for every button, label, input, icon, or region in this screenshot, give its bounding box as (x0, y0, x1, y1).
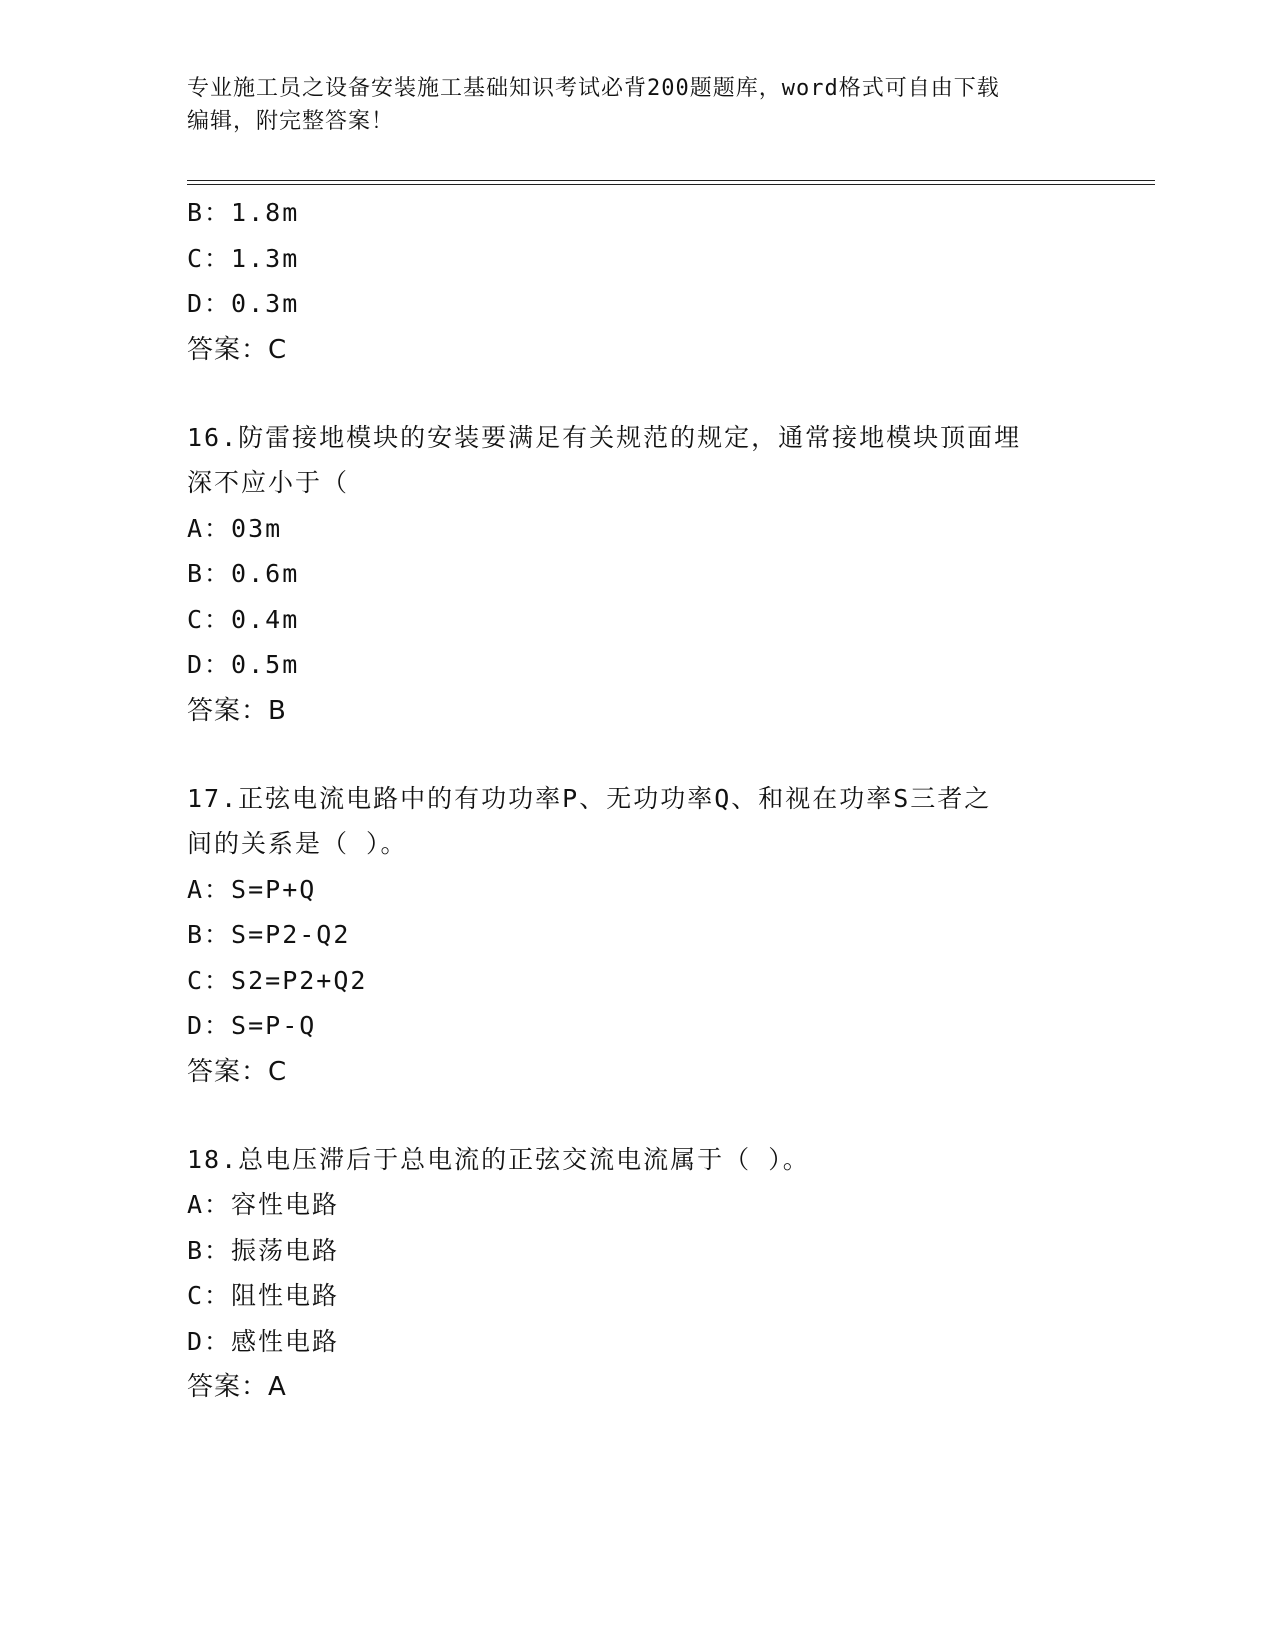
question-stem-line-1: 16.防雷接地模块的安装要满足有关规范的规定，通常接地模块顶面埋 (187, 422, 1022, 452)
question-17 (187, 776, 1087, 1095)
header-divider-top (187, 180, 1155, 181)
question-15-tail (187, 190, 1087, 373)
option-b: B：振荡电路 (187, 1235, 340, 1265)
option-a: A：容性电路 (187, 1190, 340, 1219)
option-b: B：1.8m (187, 198, 300, 227)
answer-line: 答案：A (187, 1372, 287, 1402)
header-divider-bottom (187, 184, 1155, 185)
option-c: C：S2=P2+Q2 (187, 965, 368, 995)
option-d: D：感性电路 (187, 1326, 340, 1356)
question-list (187, 190, 1087, 1410)
question-stem-line-1: 18.总电压滞后于总电流的正弦交流电流属于（ ）。 (187, 1144, 810, 1174)
option-c: C：0.4m (187, 604, 300, 634)
option-a: A：S=P+Q (187, 874, 317, 904)
option-a: A：03m (187, 513, 283, 543)
answer-line: 答案：C (187, 334, 288, 365)
option-d: D：0.3m (187, 289, 300, 318)
document-header (187, 72, 1087, 138)
question-stem-line-2: 间的关系是（ ）。 (187, 829, 408, 858)
answer-line: 答案：B (187, 695, 287, 726)
question-stem-line-2: 深不应小于（ (187, 468, 350, 497)
option-b: B：S=P2-Q2 (187, 920, 351, 949)
option-c: C：1.3m (187, 243, 300, 273)
option-d: D：0.5m (187, 650, 300, 679)
header-title-line-2: 编辑，附完整答案！ (187, 109, 395, 134)
option-d: D：S=P-Q (187, 1011, 317, 1040)
question-18 (187, 1137, 1087, 1411)
question-16 (187, 415, 1087, 734)
answer-line: 答案：C (187, 1056, 288, 1087)
option-c: C：阻性电路 (187, 1281, 340, 1310)
header-title-line-1: 专业施工员之设备安装施工基础知识考试必背200题题库，word格式可自由下载 (187, 76, 1000, 101)
option-b: B：0.6m (187, 559, 300, 588)
question-stem-line-1: 17.正弦电流电路中的有功功率P、无功功率Q、和视在功率S三者之 (187, 783, 992, 813)
